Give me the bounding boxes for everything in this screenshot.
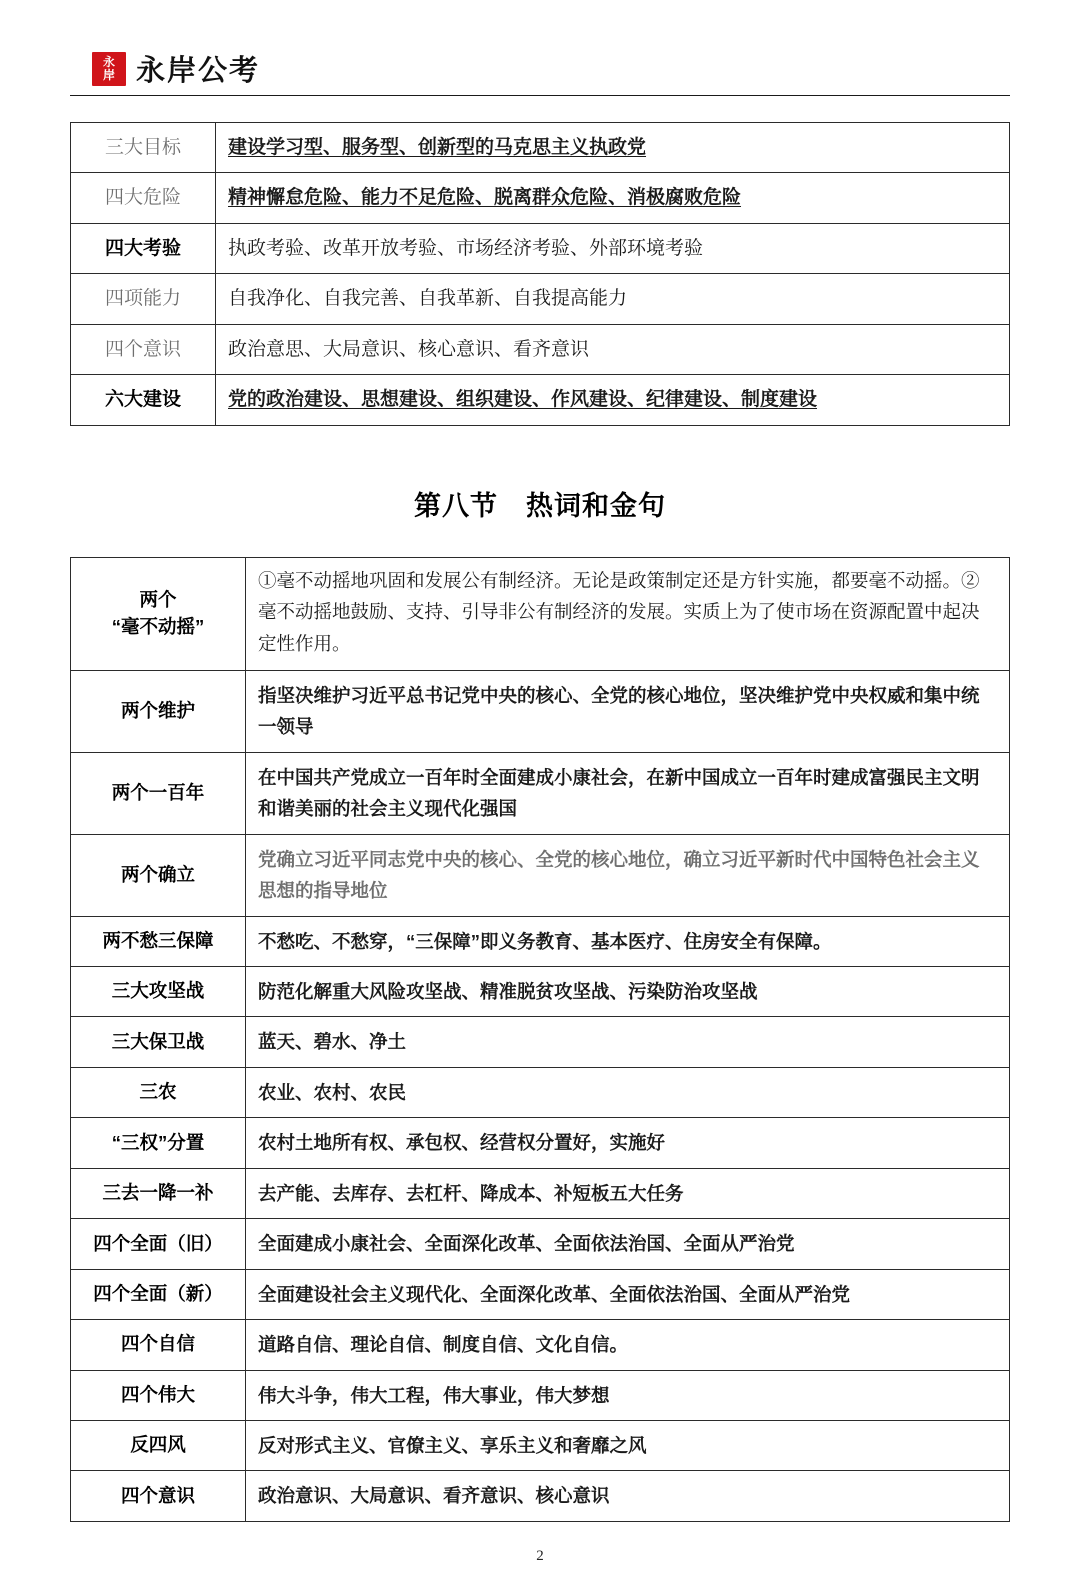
- row-label: 四个伟大: [71, 1370, 246, 1420]
- row-label: 三农: [71, 1067, 246, 1117]
- row-content: 党的政治建设、思想建设、组织建设、作风建设、纪律建设、制度建设: [216, 375, 1010, 425]
- row-content: 自我净化、自我完善、自我革新、自我提高能力: [216, 274, 1010, 324]
- table-row: [71, 1320, 1010, 1370]
- row-content: 蓝天、碧水、净土: [246, 1017, 1010, 1067]
- table-one-body: [71, 123, 1010, 426]
- row-label: 两个一百年: [71, 752, 246, 834]
- logo-char-top: 永: [102, 54, 115, 69]
- table-row: [71, 123, 1010, 173]
- row-label: 四个全面（旧）: [71, 1219, 246, 1269]
- row-content: 伟大斗争，伟大工程，伟大事业，伟大梦想: [246, 1370, 1010, 1420]
- row-content: 农村土地所有权、承包权、经营权分置好，实施好: [246, 1118, 1010, 1168]
- row-label: 反四风: [71, 1420, 246, 1470]
- row-content: 去产能、去库存、去杠杆、降成本、补短板五大任务: [246, 1168, 1010, 1218]
- table-row: [71, 557, 1010, 670]
- table-row: [71, 752, 1010, 834]
- row-content: 政治意思、大局意识、核心意识、看齐意识: [216, 324, 1010, 374]
- row-label: 两个确立: [71, 834, 246, 916]
- row-content: 党确立习近平同志党中央的核心、全党的核心地位，确立习近平新时代中国特色社会主义思想的指导地位: [246, 834, 1010, 916]
- page-number: 2: [536, 1547, 544, 1564]
- table-row: [71, 375, 1010, 425]
- row-label: 四个自信: [71, 1320, 246, 1370]
- table-row: [71, 324, 1010, 374]
- row-label: 四个意识: [71, 1471, 246, 1521]
- row-content: 全面建设社会主义现代化、全面深化改革、全面依法治国、全面从严治党: [246, 1269, 1010, 1319]
- page-header: [70, 48, 1010, 96]
- table-row: [71, 223, 1010, 273]
- table-row: [71, 1219, 1010, 1269]
- table-row: [71, 1420, 1010, 1470]
- row-label: “三权”分置: [71, 1118, 246, 1168]
- row-content: 政治意识、大局意识、看齐意识、核心意识: [246, 1471, 1010, 1521]
- table-hot-words: [70, 557, 1010, 1522]
- table-party-terms: [70, 122, 1010, 426]
- row-content: 不愁吃、不愁穿，“三保障”即义务教育、基本医疗、住房安全有保障。: [246, 916, 1010, 966]
- row-label: 四项能力: [71, 274, 216, 324]
- row-label: 三大保卫战: [71, 1017, 246, 1067]
- table-row: [71, 670, 1010, 752]
- row-label: 四大考验: [71, 223, 216, 273]
- table-row: [71, 1017, 1010, 1067]
- table-row: [71, 834, 1010, 916]
- table-two-body: [71, 557, 1010, 1521]
- row-label: 三大目标: [71, 123, 216, 173]
- table-row: [71, 1168, 1010, 1218]
- row-content: 反对形式主义、官僚主义、享乐主义和奢靡之风: [246, 1420, 1010, 1470]
- row-label: 两个 “毫不动摇”: [71, 557, 246, 670]
- row-label: 四大危险: [71, 173, 216, 223]
- table-row: [71, 1370, 1010, 1420]
- table-row: [71, 274, 1010, 324]
- row-content: 建设学习型、服务型、创新型的马克思主义执政党: [216, 123, 1010, 173]
- table-row: [71, 1269, 1010, 1319]
- brand-name: 永岸公考: [136, 55, 261, 87]
- row-label: 四个全面（新）: [71, 1269, 246, 1319]
- row-content: 防范化解重大风险攻坚战、精准脱贫攻坚战、污染防治攻坚战: [246, 967, 1010, 1017]
- table-row: [71, 1118, 1010, 1168]
- row-label: 两个维护: [71, 670, 246, 752]
- table-row: [71, 173, 1010, 223]
- row-content: 精神懈怠危险、能力不足危险、脱离群众危险、消极腐败危险: [216, 173, 1010, 223]
- table-row: [71, 1471, 1010, 1521]
- table-row: [71, 916, 1010, 966]
- table-row: [71, 967, 1010, 1017]
- row-content: 执政考验、改革开放考验、市场经济考验、外部环境考验: [216, 223, 1010, 273]
- row-content: ①毫不动摇地巩固和发展公有制经济。无论是政策制定还是方针实施，都要毫不动摇。②毫不动摇地鼓励、支持、引导非公有制经济的发展。实质上为了使市场在资源配置中起决定性作用。: [246, 557, 1010, 670]
- row-content: 在中国共产党成立一百年时全面建成小康社会，在新中国成立一百年时建成富强民主文明和谐美丽的社会主义现代化强国: [246, 752, 1010, 834]
- row-content: 指坚决维护习近平总书记党中央的核心、全党的核心地位，坚决维护党中央权威和集中统一领导: [246, 670, 1010, 752]
- row-label: 四个意识: [71, 324, 216, 374]
- row-label: 两不愁三保障: [71, 916, 246, 966]
- row-label: 三去一降一补: [71, 1168, 246, 1218]
- row-content: 农业、农村、农民: [246, 1067, 1010, 1117]
- row-content: 道路自信、理论自信、制度自信、文化自信。: [246, 1320, 1010, 1370]
- brand-logo-icon: [92, 52, 126, 86]
- table-row: [71, 1067, 1010, 1117]
- row-label: 三大攻坚战: [71, 967, 246, 1017]
- row-content: 全面建成小康社会、全面深化改革、全面依法治国、全面从严治党: [246, 1219, 1010, 1269]
- row-label: 六大建设: [71, 375, 216, 425]
- section-heading: [70, 484, 1010, 523]
- section-title-text: 热词和金句: [526, 490, 666, 521]
- section-number: 第八节: [414, 490, 498, 521]
- logo-char-bottom: 岸: [102, 67, 115, 82]
